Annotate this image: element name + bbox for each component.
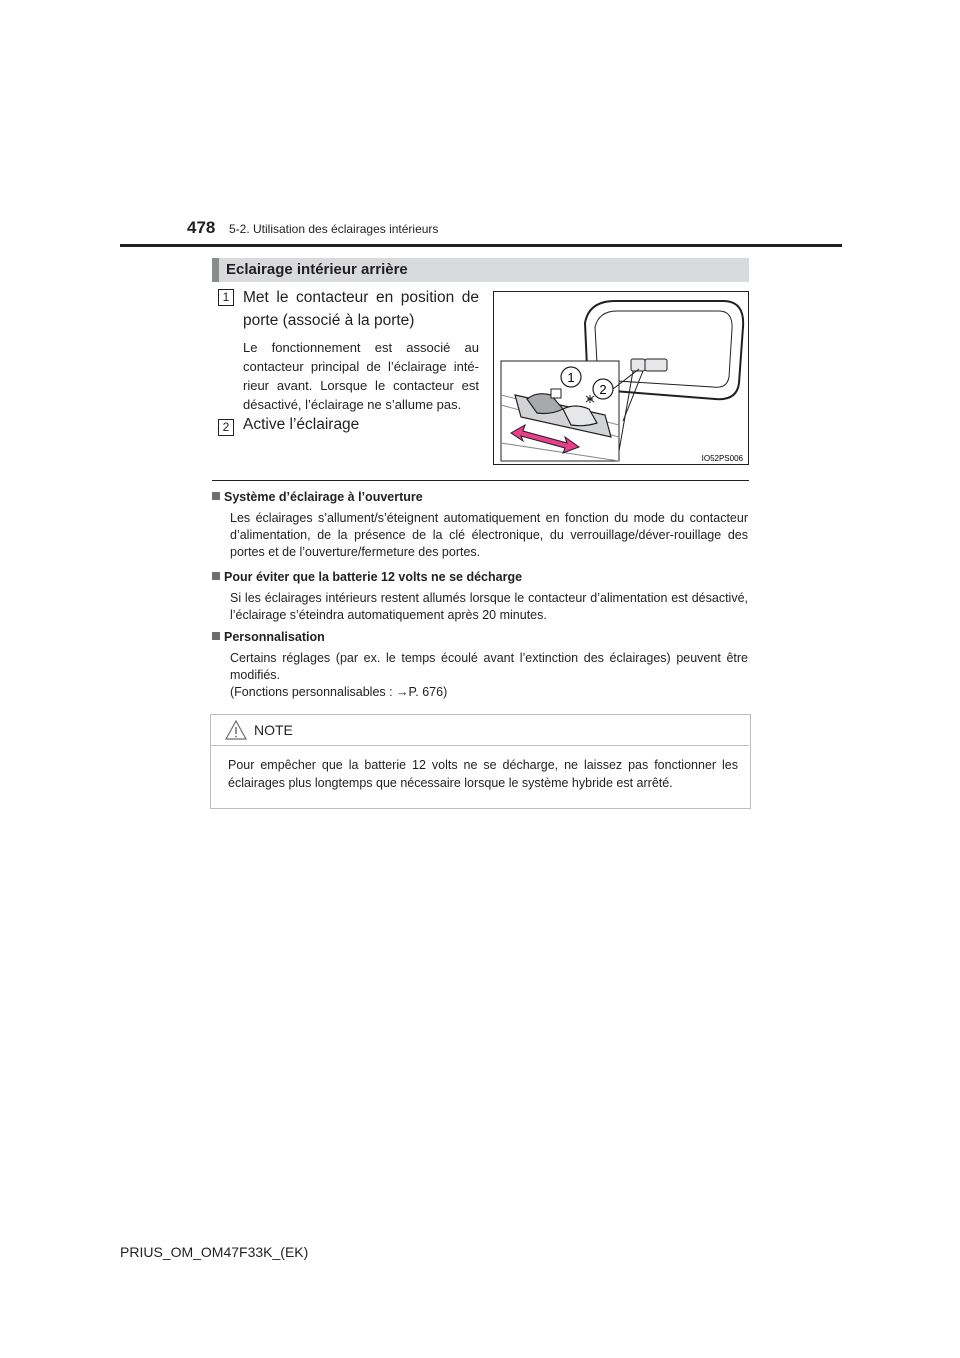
illustration-code: IO52PS006 (701, 454, 743, 463)
rear-light-illustration (493, 291, 749, 465)
callout-2-label: 2 (599, 382, 607, 397)
note-3-body-line-1: Certains réglages (par ex. le temps écoulé avant l’extinction des éclairages) peuvent être modifiés. (230, 651, 748, 682)
note-2-heading-text: Pour éviter que la batterie 12 volts ne se décharge (224, 570, 523, 584)
note-3-body-line-2: (Fonctions personnalisables : →P. 676) (230, 685, 448, 699)
item-1-title: Met le contacteur en position de porte (associé à la porte) (243, 289, 479, 329)
lamp-switch-on (645, 359, 667, 371)
square-bullet-icon (212, 572, 220, 580)
item-2-title: Active l’éclairage (243, 416, 360, 433)
square-bullet-icon (212, 492, 220, 500)
item-number-2: 2 (218, 419, 234, 436)
caution-separator (211, 745, 749, 746)
note-2-body: Si les éclairages intérieurs restent allumés lorsque le contacteur d’alimentation est désactivé, l’éclairage s’éteindra automatiquement après 20 minutes. (230, 591, 748, 622)
note-1-body: Les éclairages s’allument/s’éteignent automatiquement en fonction du mode du contacteur d’alimentation, de la présence de la clé électronique, du verrouillage/déver-rouillage des portes et de l’ouverture/fermeture des portes. (230, 511, 748, 559)
note-1-heading-text: Système d’éclairage à l’ouverture (224, 490, 423, 504)
note-3-heading-text: Personnalisation (224, 630, 325, 644)
caution-text: Pour empêcher que la batterie 12 volts ne se décharge, ne laissez pas fonctionner les éclairages plus longtemps que nécessaire lorsque le système hybride est arrêté. (228, 758, 738, 790)
footer-code: PRIUS_OM_OM47F33K_(EK) (120, 1244, 309, 1260)
note-1-heading (212, 490, 423, 504)
body-rule (212, 480, 749, 481)
page-number: 478 (187, 218, 216, 237)
note-2-heading (212, 570, 522, 584)
warning-triangle-icon (224, 719, 248, 741)
section-title: 5-2. Utilisation des éclairages intérieurs (229, 222, 439, 236)
note-3-body (230, 650, 748, 701)
square-bullet-icon (212, 632, 220, 640)
section-heading: Eclairage intérieur arrière (226, 261, 408, 278)
header-rule (120, 244, 842, 247)
note-3-heading (212, 630, 325, 644)
item-number-1: 1 (218, 289, 234, 306)
caution-title: NOTE (254, 722, 293, 738)
item-1-description: Le fonctionnement est associé au contacteur principal de l’éclairage inté-rieur avant. Lorsque le contacteur est désactivé, l’éclairage ne s’allume pas. (243, 340, 479, 412)
heading-accent (212, 258, 219, 282)
callout-1-label: 1 (567, 370, 575, 385)
